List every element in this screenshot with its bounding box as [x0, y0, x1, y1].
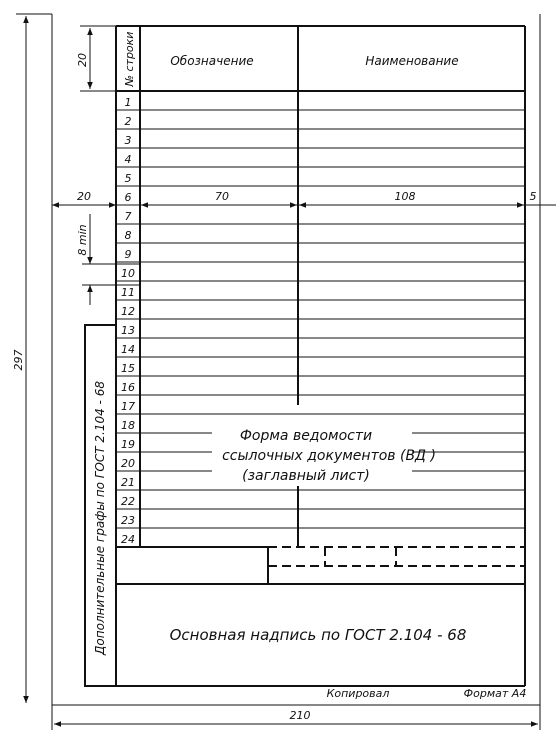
- main-frame: [85, 26, 525, 686]
- row-number: 1: [124, 95, 132, 109]
- row-number: 14: [121, 342, 135, 356]
- row-number: 20: [121, 456, 135, 470]
- dim-col-name-label: 108: [394, 190, 416, 203]
- side-label: Дополнительные графы по ГОСТ 2.104 - 68: [93, 381, 107, 655]
- row-number: 23: [121, 513, 135, 527]
- row-number: 7: [124, 209, 132, 223]
- row-number: 6: [124, 190, 132, 204]
- row-number: 19: [121, 437, 135, 451]
- dim-col-designation-label: 70: [215, 190, 229, 203]
- dim-header-height-label: 20: [76, 53, 89, 67]
- dim-left-margin-label: 20: [77, 190, 91, 203]
- footer-format: Формат А4: [463, 687, 527, 700]
- row-number: 22: [121, 494, 135, 508]
- dim-row-min-label: 8 min: [76, 224, 89, 256]
- row-number: 21: [121, 475, 135, 489]
- main-title-label: Основная надпись по ГОСТ 2.104 - 68: [169, 626, 467, 644]
- form-title-line3: (заглавный лист): [242, 468, 370, 484]
- row-number: 2: [124, 114, 132, 128]
- dashed-block: [268, 547, 525, 566]
- header-row-no: № строки: [123, 31, 136, 87]
- row-number: 13: [121, 323, 135, 337]
- row-numbers: [121, 96, 135, 546]
- row-number: 5: [124, 171, 132, 185]
- row-number: 11: [121, 285, 135, 299]
- row-number: 15: [121, 361, 135, 375]
- dim-sheet-height-label: 297: [12, 349, 25, 371]
- footer-copied: Копировал: [326, 687, 390, 700]
- form-title-line1: Форма ведомости: [239, 428, 373, 444]
- form-title-line2: ссылочных документов (ВД ): [222, 448, 436, 464]
- row-number: 12: [121, 304, 135, 318]
- row-number: 17: [121, 399, 135, 413]
- row-number: 3: [124, 133, 132, 147]
- row-number: 24: [121, 532, 135, 546]
- form-title-block: [212, 418, 436, 486]
- row-number: 16: [121, 380, 135, 394]
- dim-right-margin-label: 5: [529, 190, 537, 203]
- header-name: Наименование: [365, 54, 459, 68]
- row-number: 9: [124, 247, 132, 261]
- row-number: 10: [121, 266, 135, 280]
- dim-sheet-width-label: 210: [289, 709, 311, 722]
- row-number: 8: [124, 228, 132, 242]
- row-number: 18: [121, 418, 135, 432]
- header-designation: Обозначение: [170, 54, 254, 68]
- row-number: 4: [124, 152, 132, 166]
